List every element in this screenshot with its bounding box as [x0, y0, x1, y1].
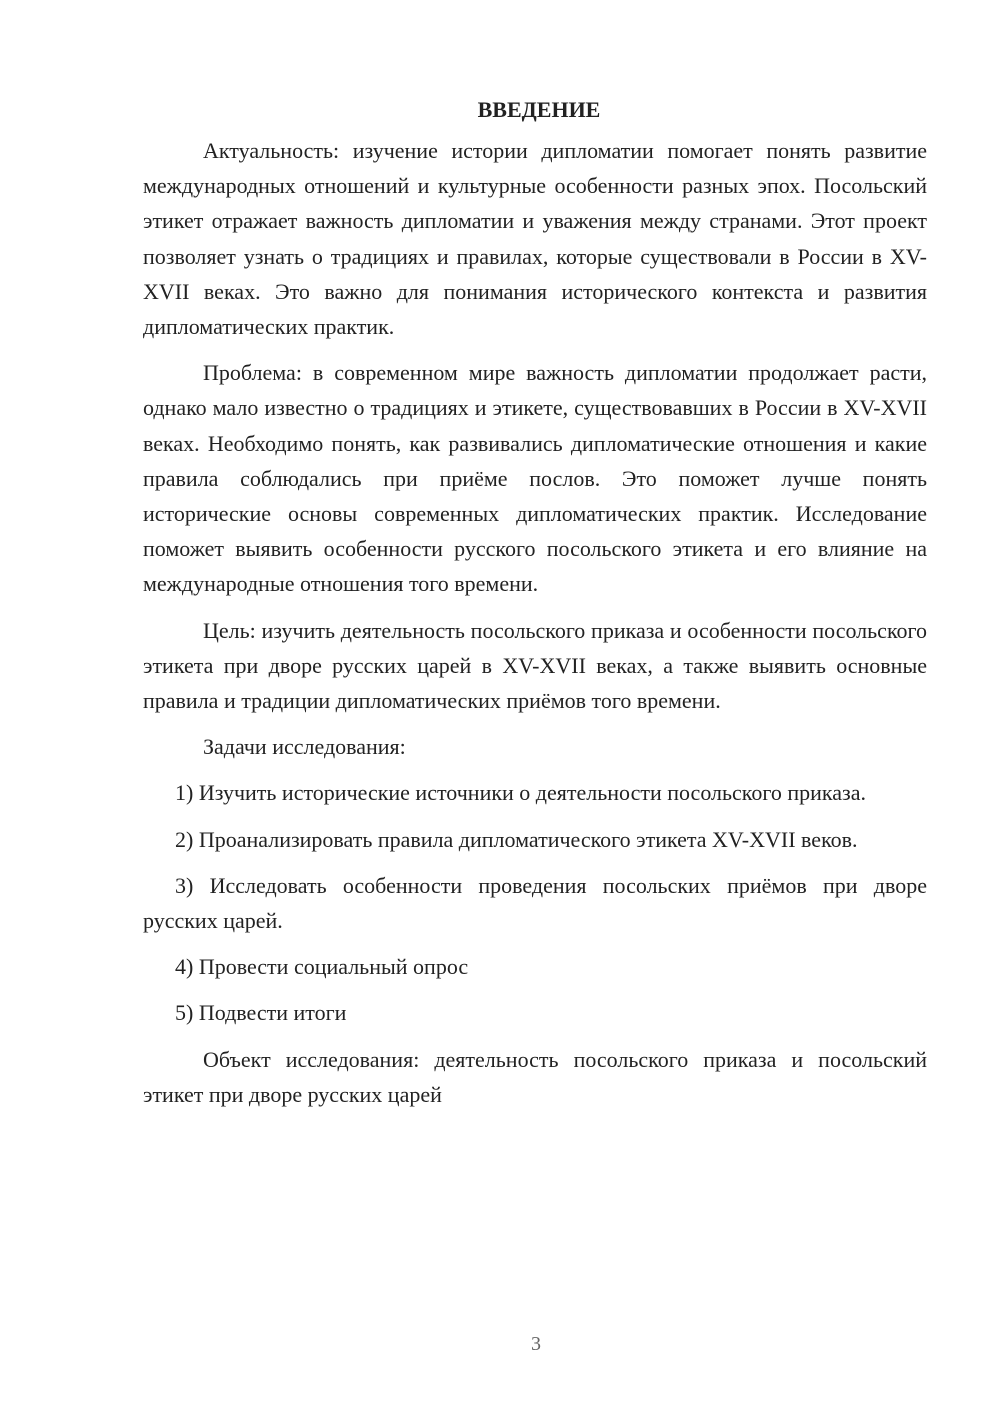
page-title: ВВЕДЕНИЕ [477, 97, 601, 122]
task-item-1: 1) Изучить исторические источники о деятельности посольского приказа. [175, 780, 866, 806]
task-item-2: 2) Проанализировать правила дипломатического этикета XV-XVII веков. [175, 826, 858, 852]
relevance-paragraph: Актуальность: изучение истории дипломатии помогает понять развитие международных отношений и культурные особенности разных эпох. Посольский этикет отражает важность дипломатии и уважения между странами. Этот проект позволяет узнать о традициях и правилах, которые существовали в России в XV-XVII веках. Это важно для понимания исторического контекста и развития дипломатических практик. [143, 138, 927, 340]
document-page [143, 92, 927, 1123]
page-number: 3 [531, 1333, 541, 1355]
object-paragraph: Объект исследования: деятельность посольского приказа и посольский этикет при дворе русских царей [143, 1046, 927, 1107]
task-item-5: 5) Подвести итоги [175, 1000, 347, 1026]
task-item-4: 4) Провести социальный опрос [175, 954, 469, 980]
task-item-3: 3) Исследовать особенности проведения посольских приёмов при дворе русских царей. [143, 872, 927, 934]
problem-paragraph: Проблема: в современном мире важность дипломатии продолжает расти, однако мало известно о традициях и этикете, существовавших в России в XV-XVII веках. Необходимо понять, как развивались дипломатические отношения и какие правила соблюдались при приёме послов. Это поможет лучше понять исторические основы современных дипломатических практик. Исследование поможет выявить особенности русского посольского этикета и его влияние на международные отношения того времени. [143, 360, 927, 597]
goal-paragraph: Цель: изучить деятельность посольского приказа и особенности посольского этикета при дворе русских царей в XV-XVII веках, а также выявить основные правила и традиции дипломатических приёмов того времени. [143, 617, 927, 714]
tasks-heading: Задачи исследования: [203, 734, 406, 760]
